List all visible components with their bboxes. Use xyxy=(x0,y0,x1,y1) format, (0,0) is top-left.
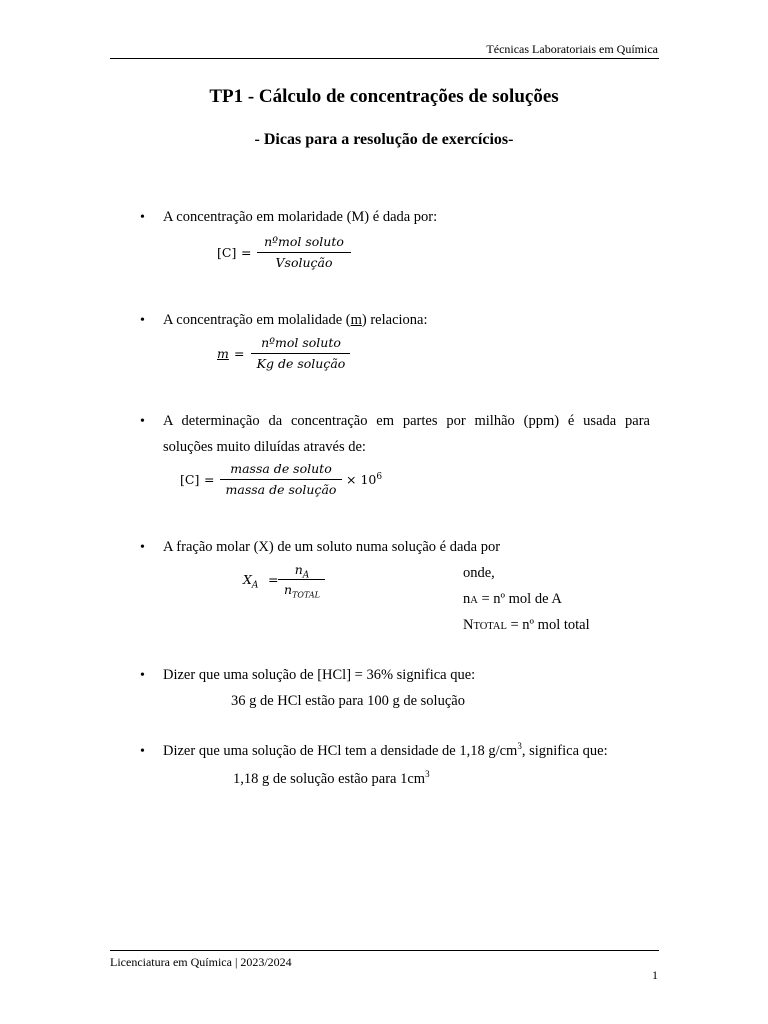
item-3-text-line2: soluções muito diluídas através de: xyxy=(163,439,366,455)
formula-3-multiplier xyxy=(346,472,382,487)
bullet-6: • xyxy=(140,744,145,759)
formula-1-numerator: nºmol soluto xyxy=(264,234,344,249)
formula-mole-fraction xyxy=(243,562,343,602)
item-2-text xyxy=(163,311,428,329)
formula-3-multiplier-text: × 10 xyxy=(346,472,377,487)
formula-3-numerator: massa de soluto xyxy=(230,461,332,476)
item-4-ntotal-definition xyxy=(463,616,590,636)
item-6-detail-sup: 3 xyxy=(425,769,430,780)
formula-4-fraction-line xyxy=(278,579,325,580)
item-2-text-after: ) relaciona: xyxy=(361,312,428,328)
bullet-5: • xyxy=(140,668,145,683)
item-4-ntotal-def: = nº mol total xyxy=(506,617,590,633)
item-6-text xyxy=(163,742,608,760)
formula-ppm xyxy=(180,461,400,501)
item-4-na-def: = nº mol de A xyxy=(477,591,562,607)
item-2-text-underlined: m xyxy=(350,312,362,328)
formula-4-num-base: n xyxy=(294,562,303,577)
item-4-ntotal-small: TOTAL xyxy=(473,621,507,632)
header-course: Técnicas Laboratoriais em Química xyxy=(486,42,658,56)
formula-4-equals: = xyxy=(268,572,279,587)
item-4-ntotal-base: N xyxy=(463,617,474,633)
formula-2-lhs: m xyxy=(217,346,229,361)
item-6-text-before: Dizer que uma solução de HCl tem a densidade de 1,18 g/cm xyxy=(163,743,518,759)
formula-1-equals: = xyxy=(241,245,252,260)
item-4-na-sub: A xyxy=(470,595,478,606)
formula-4-den-base: n xyxy=(284,582,293,597)
formula-4-num-sub: A xyxy=(302,570,310,581)
bullet-2: • xyxy=(140,313,145,328)
formula-4-lhs xyxy=(243,572,258,591)
page-subtitle: - Dicas para a resolução de exercícios- xyxy=(254,131,514,148)
bullet-4: • xyxy=(140,540,145,555)
item-6-detail xyxy=(233,770,430,788)
page-number: 1 xyxy=(652,968,658,982)
formula-molarity xyxy=(217,234,357,274)
header-rule xyxy=(110,58,659,59)
formula-2-fraction-line xyxy=(251,353,350,354)
formula-molality xyxy=(217,335,357,375)
item-1-text: A concentração em molaridade (M) é dada por: xyxy=(163,209,438,225)
item-4-where: onde, xyxy=(463,565,495,581)
item-5-text: Dizer que uma solução de [HCl] = 36% significa que: xyxy=(163,667,476,683)
footer-rule xyxy=(110,950,659,951)
item-6-text-sup: 3 xyxy=(517,741,522,752)
formula-3-equals: = xyxy=(204,472,215,487)
bullet-1: • xyxy=(140,210,145,225)
formula-4-denominator xyxy=(277,582,327,600)
item-2-text-before: A concentração em molalidade ( xyxy=(163,312,351,328)
formula-1-denominator: Vsolução xyxy=(275,255,333,270)
item-6-detail-before: 1,18 g de solução estão para 1cm xyxy=(233,771,426,787)
formula-1-lhs: [C] xyxy=(217,245,237,260)
formula-3-lhs: [C] xyxy=(180,472,200,487)
item-6-text-after: , significa que: xyxy=(521,743,608,759)
item-5-detail: 36 g de HCl estão para 100 g de solução xyxy=(231,693,465,709)
item-4-na-definition xyxy=(463,590,562,610)
formula-2-numerator: nºmol soluto xyxy=(261,335,341,350)
footer-text: Licenciatura em Química | 2023/2024 xyxy=(110,955,292,969)
page-title: TP1 - Cálculo de concentrações de soluções xyxy=(209,86,559,107)
bullet-3: • xyxy=(140,414,145,429)
formula-4-den-sub: TOTAL xyxy=(292,590,320,600)
item-4-na-base: n xyxy=(463,591,471,607)
item-4-text: A fração molar (X) de um soluto numa solução é dada por xyxy=(163,539,501,555)
formula-4-numerator xyxy=(279,562,325,581)
formula-4-lhs-sub: A xyxy=(251,580,259,591)
formula-1-fraction-line xyxy=(257,252,351,253)
formula-3-exponent: 6 xyxy=(376,471,383,482)
formula-4-lhs-base: X xyxy=(243,572,252,587)
item-3-text-line1: A determinação da concentração em partes por milhão (ppm) é usada para xyxy=(163,413,650,429)
formula-2-equals: = xyxy=(234,346,245,361)
formula-2-denominator: Kg de solução xyxy=(256,356,346,371)
formula-3-denominator: massa de solução xyxy=(225,482,337,497)
formula-3-fraction-line xyxy=(220,479,342,480)
